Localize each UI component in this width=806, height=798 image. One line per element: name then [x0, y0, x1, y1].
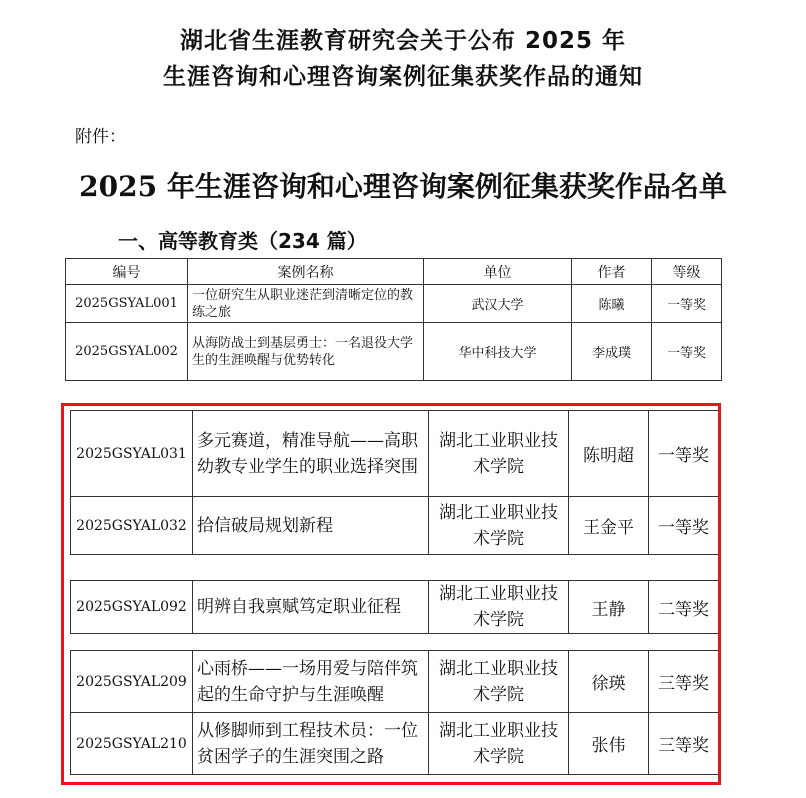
cell-author: 王金平	[569, 497, 649, 555]
table-row	[66, 285, 722, 323]
table-row	[71, 713, 719, 775]
cell-unit: 华中科技大学	[424, 323, 572, 381]
cell-code: 2025GSYAL092	[71, 581, 193, 634]
cell-code: 2025GSYAL210	[71, 713, 193, 775]
cell-level: 三等奖	[649, 651, 719, 713]
highlight-table-block-2	[70, 580, 719, 634]
cell-unit: 湖北工业职业技术学院	[429, 651, 569, 713]
cell-level: 一等奖	[649, 411, 719, 497]
cell-level: 一等奖	[649, 497, 719, 555]
cell-unit: 湖北工业职业技术学院	[429, 411, 569, 497]
cell-code: 2025GSYAL032	[71, 497, 193, 555]
cell-author: 李成璞	[572, 323, 652, 381]
notice-title-line-1: 湖北省生涯教育研究会关于公布 2025 年	[179, 28, 627, 54]
table-row	[71, 411, 719, 497]
cell-code: 2025GSYAL002	[66, 323, 188, 381]
cell-name: 从海防战士到基层勇士：一名退役大学生的生涯唤醒与优势转化	[188, 323, 424, 381]
cell-author: 陈明超	[569, 411, 649, 497]
cell-code: 2025GSYAL209	[71, 651, 193, 713]
table-row	[71, 651, 719, 713]
awards-table-top	[65, 258, 722, 381]
header-name: 案例名称	[188, 259, 424, 285]
cell-level: 三等奖	[649, 713, 719, 775]
section-title: 一、高等教育类（234 篇）	[118, 229, 367, 253]
cell-name: 从修脚师到工程技术员：一位贫困学子的生涯突围之路	[193, 713, 429, 775]
cell-unit: 湖北工业职业技术学院	[429, 713, 569, 775]
header-level: 等级	[652, 259, 722, 285]
cell-unit: 湖北工业职业技术学院	[429, 497, 569, 555]
header-author: 作者	[572, 259, 652, 285]
cell-unit: 湖北工业职业技术学院	[429, 581, 569, 634]
table-row	[71, 497, 719, 555]
table-row	[71, 581, 719, 634]
cell-unit: 武汉大学	[424, 285, 572, 323]
cell-level: 二等奖	[649, 581, 719, 634]
cell-author: 徐瑛	[569, 651, 649, 713]
header-code: 编号	[66, 259, 188, 285]
cell-level: 一等奖	[652, 285, 722, 323]
cell-name: 拾信破局规划新程	[193, 497, 429, 555]
cell-name: 明辨自我禀赋笃定职业征程	[193, 581, 429, 634]
cell-author: 王静	[569, 581, 649, 634]
table-header-row	[66, 259, 722, 285]
header-unit: 单位	[424, 259, 572, 285]
cell-name: 一位研究生从职业迷茫到清晰定位的教练之旅	[188, 285, 424, 323]
cell-author: 张伟	[569, 713, 649, 775]
cell-code: 2025GSYAL001	[66, 285, 188, 323]
attachment-label: 附件：	[75, 127, 126, 147]
cell-level: 一等奖	[652, 323, 722, 381]
cell-author: 陈曦	[572, 285, 652, 323]
cell-name: 心雨桥——一场用爱与陪伴筑起的生命守护与生涯唤醒	[193, 651, 429, 713]
notice-title-line-2: 生涯咨询和心理咨询案例征集获奖作品的通知	[163, 64, 643, 90]
highlight-table-block-3	[70, 650, 719, 775]
table-row	[66, 323, 722, 381]
cell-code: 2025GSYAL031	[71, 411, 193, 497]
list-title: 2025 年生涯咨询和心理咨询案例征集获奖作品名单	[79, 170, 727, 203]
highlight-table-block-1	[70, 410, 719, 555]
cell-name: 多元赛道，精准导航——高职幼教专业学生的职业选择突围	[193, 411, 429, 497]
